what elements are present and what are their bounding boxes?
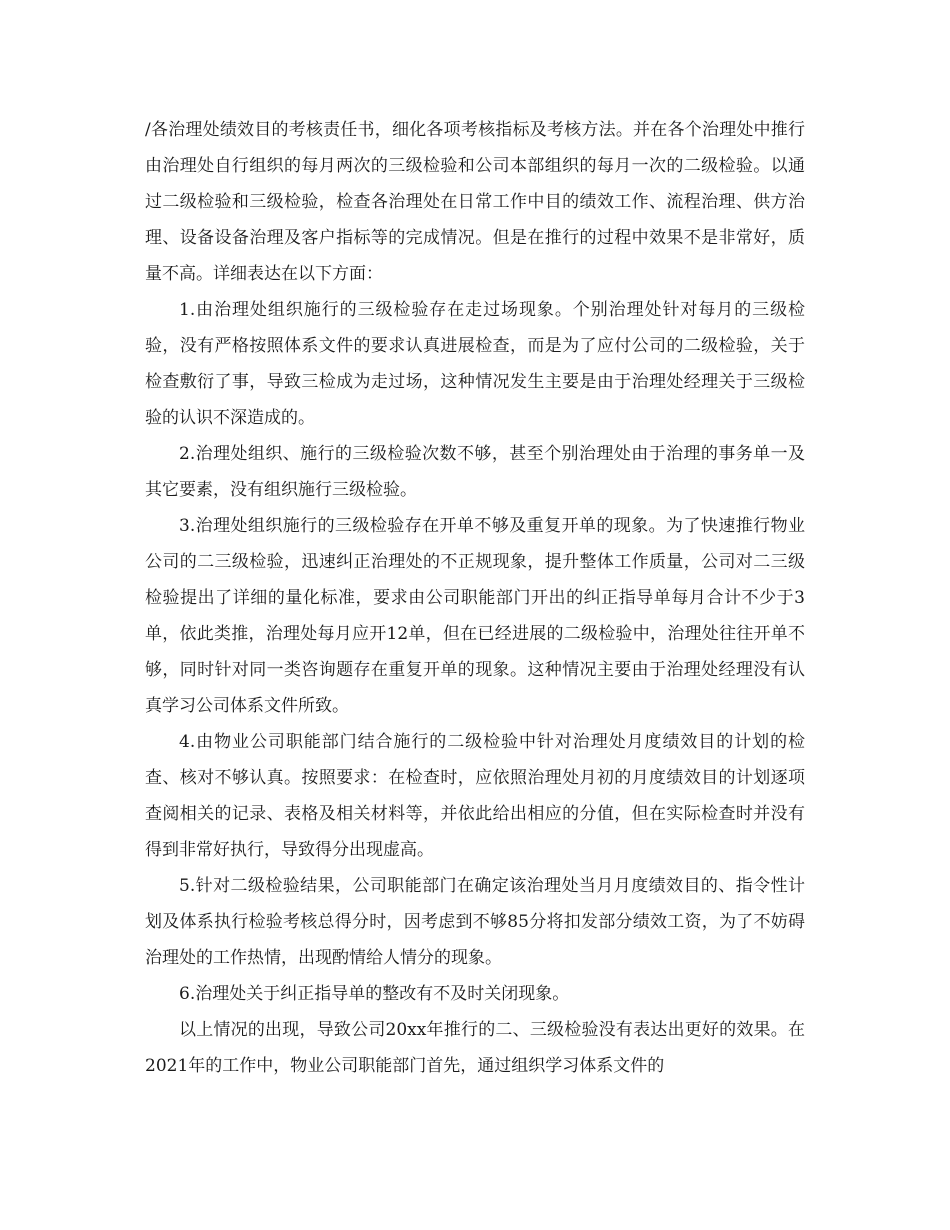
- paragraph-item-4: 4.由物业公司职能部门结合施行的二级检验中针对治理处月度绩效目的计划的检查、核对不够认真。按照要求：在检查时，应依照治理处月初的月度绩效目的计划逐项查阅相关的记录、表格及相关材料等，并依此给出相应的分值，但在实际检查时并没有得到非常好执行，导致得分出现虚高。: [145, 732, 805, 860]
- paragraph-conclusion: 以上情况的出现，导致公司20xx年推行的二、三级检验没有表达出更好的效果。在2021年的工作中，物业公司职能部门首先，通过组织学习体系文件的: [145, 1020, 805, 1076]
- paragraph-intro: /各治理处绩效目的考核责任书，细化各项考核指标及考核方法。并在各个治理处中推行由治理处自行组织的每月两次的三级检验和公司本部组织的每月一次的二级检验。以通过二级检验和三级检验，检查各治理处在日常工作中目的绩效工作、流程治理、供方治理、设备设备治理及客户指标等的完成情况。但是在推行的过程中效果不是非常好，质量不高。详细表达在以下方面：: [145, 120, 805, 284]
- paragraph-item-3: 3.治理处组织施行的三级检验存在开单不够及重复开单的现象。为了快速推行物业公司的二三级检验，迅速纠正治理处的不正规现象，提升整体工作质量，公司对二三级检验提出了详细的量化标准，要求由公司职能部门开出的纠正指导单每月合计不少于3单，依此类推，治理处每月应开12单，但在已经进展的二级检验中，治理处往往开单不够，同时针对同一类咨询题存在重复开单的现象。这种情况主要由于治理处经理没有认真学习公司体系文件所致。: [145, 516, 805, 716]
- paragraph-item-6: 6.治理处关于纠正指导单的整改有不及时关闭现象。: [179, 984, 570, 1004]
- document-page: [145, 112, 805, 1084]
- paragraph-item-2: 2.治理处组织、施行的三级检验次数不够，甚至个别治理处由于治理的事务单一及其它要素，没有组织施行三级检验。: [145, 444, 805, 500]
- paragraph-item-5: 5.针对二级检验结果，公司职能部门在确定该治理处当月月度绩效目的、指令性计划及体系执行检验考核总得分时，因考虑到不够85分将扣发部分绩效工资，为了不妨碍治理处的工作热情，出现酌情给人情分的现象。: [145, 876, 805, 968]
- paragraph-item-1: 1.由治理处组织施行的三级检验存在走过场现象。个别治理处针对每月的三级检验，没有严格按照体系文件的要求认真进展检查，而是为了应付公司的二级检验，关于检查敷衍了事，导致三检成为走过场，这种情况发生主要是由于治理处经理关于三级检验的认识不深造成的。: [145, 300, 805, 428]
